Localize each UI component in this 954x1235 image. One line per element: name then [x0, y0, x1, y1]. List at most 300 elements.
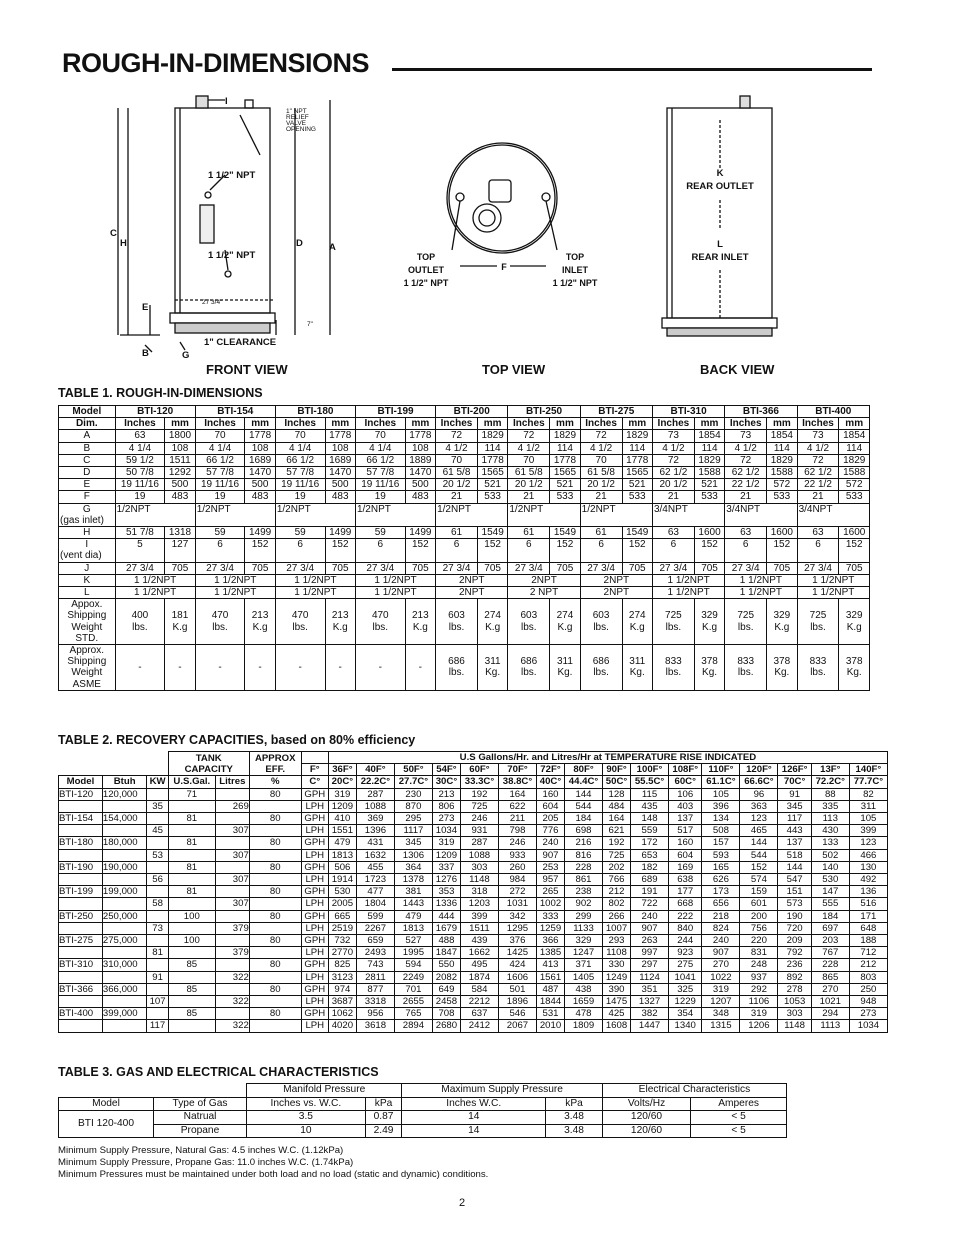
gph-cell: 637 — [460, 1008, 498, 1020]
gph-cell: 649 — [432, 983, 460, 995]
lph-cell: 725 — [460, 800, 498, 812]
blank-cell — [59, 764, 103, 776]
lph-cell: 1148 — [778, 1020, 811, 1032]
dim-inches-cell: 63 — [797, 527, 839, 539]
weight-lbs-cell — [508, 599, 550, 645]
gph-cell: 531 — [536, 1008, 564, 1020]
gph-cell: 506 — [328, 861, 356, 873]
lph-cell: 870 — [394, 800, 432, 812]
model-header: Model — [59, 776, 103, 788]
dim-inches-cell: 72 — [436, 430, 478, 442]
unit-header: Inches — [115, 418, 165, 430]
gph-cell: 319 — [740, 1008, 778, 1020]
dim-mm-cell: 572 — [839, 479, 870, 491]
weight-label-line: STD. — [75, 632, 99, 644]
litres-cell — [215, 983, 249, 995]
dim-inches-cell: 59 — [195, 527, 245, 539]
note-line: Minimum Supply Pressure, Propane Gas: 11.0 inches W.C. (1.74kPa) — [58, 1157, 354, 1168]
top-view-diagram — [392, 140, 612, 300]
weight-kg-cell — [325, 645, 355, 691]
lph-cell: 997 — [631, 947, 669, 959]
lph-cell: 593 — [702, 849, 740, 861]
model-header: BTI-366 — [725, 406, 797, 418]
eff-cell — [249, 825, 301, 837]
btuh-cell — [102, 874, 147, 886]
lph-cell: 1207 — [702, 996, 740, 1008]
gph-cell: 222 — [669, 910, 702, 922]
gph-cell: 527 — [394, 935, 432, 947]
dim-inches-cell: 21 — [580, 491, 622, 503]
kw-cell — [147, 935, 168, 947]
unit-header: mm — [550, 418, 580, 430]
lph-cell: 547 — [778, 874, 811, 886]
gph-cell: 382 — [631, 1008, 669, 1020]
temperature-rise-header: U.S Gallons/Hr. and Litres/Hr at TEMPERATURE RISE INDICATED — [328, 752, 887, 764]
dim-mm-cell: 1318 — [165, 527, 195, 539]
weight-kg-cell — [405, 599, 435, 645]
lph-cell: 2067 — [498, 1020, 536, 1032]
dim-mm-cell: 1588 — [767, 467, 797, 479]
gallons-cell — [168, 1020, 215, 1032]
gph-cell: 743 — [356, 959, 394, 971]
dim-inches-cell: 72 — [725, 454, 767, 466]
lph-cell: 1813 — [328, 849, 356, 861]
lph-cell: 1914 — [328, 874, 356, 886]
dim-inches-cell: 63 — [652, 527, 694, 539]
table-row — [59, 910, 888, 922]
unit-header: Inches — [725, 418, 767, 430]
dim-mm-cell: 108 — [405, 442, 435, 454]
supply-kpa-header: kPa — [546, 1097, 603, 1111]
row-label: D — [59, 467, 116, 479]
row-label: A — [59, 430, 116, 442]
dim-inches-cell: 62 1/2 — [725, 467, 767, 479]
dim-inches-cell: 20 1/2 — [508, 479, 550, 491]
dim-mm-cell: 1854 — [839, 430, 870, 442]
weight-value: - — [218, 661, 222, 673]
lph-cell: 1632 — [356, 849, 394, 861]
weight-unit: lbs. — [521, 621, 537, 633]
weight-kg-cell — [245, 645, 275, 691]
gph-cell: 160 — [536, 788, 564, 800]
model-header: BTI-200 — [436, 406, 508, 418]
lph-cell: 3687 — [328, 996, 356, 1008]
weight-value: 470 — [291, 610, 309, 622]
weight-unit: lbs. — [593, 621, 609, 633]
gph-cell: 399 — [460, 910, 498, 922]
btuh-cell: 275,000 — [102, 935, 147, 947]
weight-lbs-cell — [797, 599, 839, 645]
table-row — [59, 467, 870, 479]
lph-cell: 1327 — [631, 996, 669, 1008]
dim-inches-cell: 66 1/2 — [195, 454, 245, 466]
gph-cell: 297 — [631, 959, 669, 971]
btuh-cell — [102, 825, 147, 837]
row-label: C — [59, 454, 116, 466]
gph-cell: 410 — [328, 813, 356, 825]
weight-unit: lbs. — [292, 621, 308, 633]
lph-cell: 698 — [565, 825, 603, 837]
dim-inches-cell: 72 — [652, 454, 694, 466]
model-cell: BTI-120 — [59, 788, 103, 800]
gph-cell: 1062 — [328, 1008, 356, 1020]
weight-unit: lbs. — [810, 621, 826, 633]
note-line: Minimum Supply Pressure, Natural Gas: 4.5 inches W.C. (1.12kPa) — [58, 1145, 344, 1156]
model-header: BTI-180 — [275, 406, 355, 418]
gallons-cell: 85 — [168, 1008, 215, 1020]
lph-cell: 345 — [778, 800, 811, 812]
eff-cell: 80 — [249, 837, 301, 849]
fitting-cell: 1 1/2NPT — [797, 587, 869, 599]
weight-lbs-cell — [195, 599, 245, 645]
unit-header: Inches — [580, 418, 622, 430]
temp-f-header: 72F° — [536, 764, 564, 776]
dim-mm-cell: 705 — [839, 562, 870, 574]
gph-cell: 157 — [702, 837, 740, 849]
lph-cell: 720 — [778, 922, 811, 934]
table1-caption: TABLE 1. ROUGH-IN-DIMENSIONS — [58, 386, 263, 400]
lph-cell: 1608 — [603, 1020, 631, 1032]
weight-unit: lbs. — [593, 667, 609, 679]
litres-cell: 269 — [215, 800, 249, 812]
lph-cell: 443 — [778, 825, 811, 837]
table-row — [59, 454, 870, 466]
gph-label: GPH — [301, 886, 328, 898]
weight-lbs-cell — [195, 645, 245, 691]
lph-cell: 430 — [811, 825, 849, 837]
dim-inches-cell: 27 3/4 — [195, 562, 245, 574]
vent-mm-cell: 152 — [405, 539, 435, 562]
gph-cell: 584 — [460, 983, 498, 995]
weight-unit: lbs. — [132, 621, 148, 633]
table-row — [59, 874, 888, 886]
lph-cell: 1396 — [356, 825, 394, 837]
eff-cell: 80 — [249, 813, 301, 825]
dim-mm-cell: 521 — [622, 479, 652, 491]
gph-cell: 325 — [669, 983, 702, 995]
gph-cell: 425 — [603, 1008, 631, 1020]
weight-label — [59, 599, 116, 645]
litres-cell: 307 — [215, 849, 249, 861]
temp-c-header: 40C° — [536, 776, 564, 788]
temp-c-header: 66.6C° — [740, 776, 778, 788]
dim-mm-cell: 108 — [325, 442, 355, 454]
gph-cell: 594 — [394, 959, 432, 971]
weight-unit: lbs. — [810, 667, 826, 679]
table-row — [59, 825, 888, 837]
table-row — [59, 1008, 888, 1020]
row-label: J — [59, 562, 116, 574]
weight-value: 329 — [845, 610, 863, 622]
lph-cell: 2412 — [460, 1020, 498, 1032]
gph-cell: 123 — [849, 837, 887, 849]
dim-mm-cell: 705 — [477, 562, 507, 574]
weight-kg-cell — [839, 645, 870, 691]
dim-letter-b: B — [142, 348, 149, 359]
dim-inches-cell: 27 3/4 — [652, 562, 694, 574]
lph-cell: 861 — [565, 874, 603, 886]
gph-cell: 348 — [702, 1008, 740, 1020]
gph-cell: 371 — [565, 959, 603, 971]
dim-inches-cell: 61 5/8 — [436, 467, 478, 479]
supply-wc-cell: 14 — [402, 1111, 546, 1125]
lph-cell: 1209 — [432, 849, 460, 861]
tank-header-line: CAPACITY — [184, 763, 233, 775]
dim-mm-cell: 1499 — [405, 527, 435, 539]
gph-cell: 212 — [849, 959, 887, 971]
lph-cell: 1447 — [631, 1020, 669, 1032]
gph-label: GPH — [301, 813, 328, 825]
temp-c-header: 61.1C° — [702, 776, 740, 788]
dim-inches-cell: 59 — [355, 527, 405, 539]
dim-mm-cell: 1778 — [550, 454, 580, 466]
dim-letter-g: G — [182, 350, 190, 360]
dim-mm-cell: 500 — [325, 479, 355, 491]
fitting-cell: 1 1/2NPT — [652, 587, 724, 599]
vent-inches-cell: 6 — [355, 539, 405, 562]
gph-cell: 599 — [356, 910, 394, 922]
note-line: Minimum Pressures must be maintained under both load and no load (static and dynamic) conditions. — [58, 1169, 489, 1180]
lph-cell: 1813 — [394, 922, 432, 934]
kw-cell: 35 — [147, 800, 168, 812]
dim-mm-cell: 1600 — [839, 527, 870, 539]
lph-cell: 1340 — [669, 1020, 702, 1032]
table-row — [59, 442, 870, 454]
table-row — [59, 922, 888, 934]
litres-cell — [215, 837, 249, 849]
weight-unit: K.g — [412, 621, 428, 633]
lph-cell: 2458 — [432, 996, 460, 1008]
rear-outlet-label: REAR OUTLET — [686, 181, 754, 192]
lph-cell: 1276 — [432, 874, 460, 886]
dim-mm-cell: 1800 — [165, 430, 195, 442]
kw-cell: 45 — [147, 825, 168, 837]
gph-cell: 218 — [702, 910, 740, 922]
gph-cell: 136 — [849, 886, 887, 898]
dim-mm-cell: 1511 — [165, 454, 195, 466]
gallons-cell: 100 — [168, 910, 215, 922]
vent-inches-cell: 6 — [797, 539, 839, 562]
row-label-sub: (vent dia) — [60, 550, 102, 562]
dim-mm-cell: 1689 — [245, 454, 275, 466]
weight-label-line: ASME — [72, 678, 101, 690]
gph-cell: 665 — [328, 910, 356, 922]
dim-mm-cell: 114 — [622, 442, 652, 454]
gph-label: GPH — [301, 959, 328, 971]
kw-cell: 56 — [147, 874, 168, 886]
unit-header: mm — [767, 418, 797, 430]
lph-cell: 802 — [603, 898, 631, 910]
gph-cell: 184 — [565, 813, 603, 825]
gallons-cell — [168, 800, 215, 812]
weight-value: 378 — [773, 656, 791, 668]
blank-cell — [102, 752, 147, 764]
dim-mm-cell: 705 — [325, 562, 355, 574]
gas-inlet-cell: 1/2NPT — [115, 503, 195, 526]
lph-cell: 2811 — [356, 971, 394, 983]
vent-inches-cell: 6 — [436, 539, 478, 562]
kw-cell: 91 — [147, 971, 168, 983]
kw-cell — [147, 788, 168, 800]
gph-cell: 546 — [498, 1008, 536, 1020]
model-cell: BTI-190 — [59, 861, 103, 873]
gph-cell: 117 — [778, 813, 811, 825]
blank-cell — [59, 752, 103, 764]
supply-wc-cell: 14 — [402, 1124, 546, 1138]
temp-f-header: 70F° — [498, 764, 536, 776]
gph-cell: 203 — [811, 935, 849, 947]
lph-cell: 1148 — [460, 874, 498, 886]
table-row — [59, 996, 888, 1008]
dim-inches-cell: 4 1/4 — [195, 442, 245, 454]
dim-mm-cell: 1778 — [622, 454, 652, 466]
dim-mm-cell: 1565 — [550, 467, 580, 479]
dim-inches-cell: 4 1/4 — [115, 442, 165, 454]
table-row — [59, 898, 888, 910]
electrical-header: Electrical Characteristics — [602, 1084, 786, 1098]
dim-mm-cell: 705 — [767, 562, 797, 574]
gph-cell: 240 — [631, 910, 669, 922]
dim-mm-cell: 500 — [165, 479, 195, 491]
table-row — [59, 971, 888, 983]
dim-inches-cell: 4 1/2 — [580, 442, 622, 454]
weight-kg-cell — [767, 599, 797, 645]
litres-cell — [215, 1008, 249, 1020]
model-header: BTI-400 — [797, 406, 869, 418]
temp-c-header: 30C° — [432, 776, 460, 788]
fitting-cell: 1 1/2NPT — [725, 574, 797, 586]
gph-cell: 708 — [432, 1008, 460, 1020]
model-cell: BTI-275 — [59, 935, 103, 947]
lph-cell: 2894 — [394, 1020, 432, 1032]
lph-cell: 396 — [702, 800, 740, 812]
gph-cell: 144 — [565, 788, 603, 800]
weight-unit: K.g — [332, 621, 348, 633]
lph-cell: 622 — [498, 800, 536, 812]
temp-c-header: 50C° — [603, 776, 631, 788]
lph-cell: 573 — [778, 898, 811, 910]
row-label-letter: I — [85, 539, 89, 551]
dim-mm-cell: 533 — [477, 491, 507, 503]
dim-mm-cell: 533 — [767, 491, 797, 503]
dim-inches-cell: 66 1/2 — [275, 454, 325, 466]
table-row — [59, 788, 888, 800]
top-view-label: TOP VIEW — [482, 362, 546, 377]
vent-mm-cell: 152 — [767, 539, 797, 562]
pressure-notes — [58, 1145, 488, 1181]
btuh-cell — [102, 971, 147, 983]
blank-cell — [147, 764, 168, 776]
weight-value: 725 — [737, 610, 755, 622]
unit-header: mm — [405, 418, 435, 430]
gph-cell: 164 — [603, 813, 631, 825]
lph-cell: 1021 — [811, 996, 849, 1008]
lph-cell: 518 — [778, 849, 811, 861]
btuh-cell: 154,000 — [102, 813, 147, 825]
blank-cell — [301, 752, 328, 764]
lph-cell: 933 — [498, 849, 536, 861]
vent-inches-cell: 6 — [652, 539, 694, 562]
gallons-cell — [168, 947, 215, 959]
lph-label: LPH — [301, 947, 328, 959]
gph-cell: 91 — [778, 788, 811, 800]
btuh-cell — [102, 800, 147, 812]
table-row — [59, 959, 888, 971]
lph-cell: 544 — [565, 800, 603, 812]
weight-kg-cell — [622, 645, 652, 691]
table-row — [59, 947, 888, 959]
dim-inches-cell: 4 1/2 — [436, 442, 478, 454]
weight-unit: K.g — [774, 621, 790, 633]
dim-mm-cell: 1600 — [694, 527, 724, 539]
dim-mm-cell: 1829 — [622, 430, 652, 442]
gph-cell: 278 — [778, 983, 811, 995]
weight-value: 329 — [701, 610, 718, 622]
weight-label — [59, 645, 116, 691]
gph-cell: 272 — [498, 886, 536, 898]
btuh-cell: 120,000 — [102, 788, 147, 800]
dim-mm-cell: 1499 — [245, 527, 275, 539]
clearance-label: 1" CLEARANCE — [204, 337, 277, 348]
lph-cell: 803 — [849, 971, 887, 983]
manifold-kpa-cell: 0.87 — [365, 1111, 402, 1125]
weight-kg-cell — [767, 645, 797, 691]
lph-cell: 1034 — [432, 825, 460, 837]
gph-cell: 381 — [394, 886, 432, 898]
vent-mm-cell: 152 — [550, 539, 580, 562]
eff-cell: 80 — [249, 935, 301, 947]
gph-cell: 364 — [394, 861, 432, 873]
dim-inches-cell: 4 1/2 — [797, 442, 839, 454]
dim-inches-cell: 62 1/2 — [652, 467, 694, 479]
gph-cell: 134 — [702, 813, 740, 825]
weight-kg-cell — [245, 599, 275, 645]
lph-cell: 1385 — [536, 947, 564, 959]
dim-mm-cell: 483 — [165, 491, 195, 503]
dim-inches-cell: 72 — [580, 430, 622, 442]
lph-cell: 1206 — [740, 1020, 778, 1032]
gph-cell: 238 — [565, 886, 603, 898]
eff-cell — [249, 996, 301, 1008]
temp-f-header: 40F° — [356, 764, 394, 776]
model-cell: BTI-366 — [59, 983, 103, 995]
dim-inches-cell: 4 1/2 — [652, 442, 694, 454]
temp-c-header: 33.3C° — [460, 776, 498, 788]
gph-cell: 171 — [849, 910, 887, 922]
dim-inches-cell: 4 1/4 — [275, 442, 325, 454]
back-view-label: BACK VIEW — [700, 362, 775, 377]
lph-cell: 2082 — [432, 971, 460, 983]
litres-cell — [215, 935, 249, 947]
gph-cell: 299 — [565, 910, 603, 922]
dim-mm-cell: 500 — [405, 479, 435, 491]
temp-f-header: 54F° — [432, 764, 460, 776]
fitting-cell: 2NPT — [508, 574, 580, 586]
dim-inches-cell: 22 1/2 — [797, 479, 839, 491]
model-header: BTI-275 — [580, 406, 652, 418]
model-cell: BTI-310 — [59, 959, 103, 971]
lph-cell: 1209 — [328, 800, 356, 812]
gph-cell: 82 — [849, 788, 887, 800]
gph-cell: 369 — [356, 813, 394, 825]
eff-header-line: EFF. — [265, 763, 286, 775]
gas-type-header: Type of Gas — [153, 1097, 246, 1111]
eff-cell — [249, 971, 301, 983]
supply-kpa-cell: 3.48 — [546, 1111, 603, 1125]
weight-unit: lbs. — [737, 667, 754, 679]
dim-inches-cell: 70 — [355, 430, 405, 442]
table-row — [59, 813, 888, 825]
